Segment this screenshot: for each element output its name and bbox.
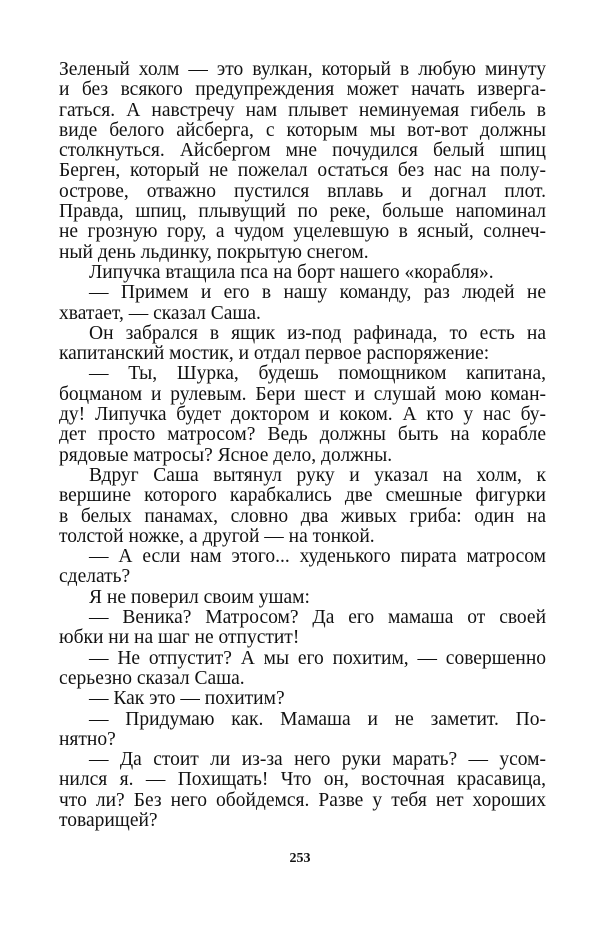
text-line: ду! Липучка будет доктором и коком. А кто у нас бу- [59,404,546,426]
text-line: серьезно сказал Саша. [59,667,245,689]
text-line: сделать? [59,566,131,588]
text-line: ный день льдинку, покрытую снегом. [59,241,369,263]
text-line: Он забрался в ящик из-под рафинада, то есть на [89,322,546,344]
text-line: гаться. А навстречу нам плывет неминуемая гибель в [59,99,546,121]
text-line: нился я. — Похищать! Что он, восточная красавица, [59,769,546,791]
text-line: — Как это — похитим? [89,688,285,710]
text-line: толстой ножке, а другой — на тонкой. [59,525,375,547]
text-line: — А если нам этого... худенького пирата матросом [89,546,546,568]
text-line: дет просто матросом? Ведь должны быть на корабле [59,424,546,446]
text-line: в белых панамах, словно два живых гриба: один на [59,505,546,527]
text-line: боцманом и рулевым. Бери шест и слушай мою коман- [59,383,546,405]
text-line: Берген, который не пожелал остаться без нас на полу- [59,160,546,182]
text-line: острове, отважно пустился вплавь и догнал плот. [59,180,546,202]
page-number: 253 [289,851,311,866]
text-line: юбки ни на шаг не отпустит! [59,627,300,649]
text-line: не грозную гору, а чудом уцелевшую в ясный, солнеч- [59,221,546,243]
page-text [59,60,546,831]
text-line: и без всякого предупреждения может начать изверга- [59,79,546,101]
text-line: товарищей? [59,809,158,831]
text-line: что ли? Без него обойдемся. Разве у тебя нет хороших [59,789,546,811]
text-line: вершине которого карабкались две смешные фигурки [59,485,546,507]
text-line: — Да стоит ли из-за него руки марать? — усом- [89,749,546,771]
text-line: — Веника? Матросом? Да его мамаша от своей [89,607,546,629]
text-line: нятно? [59,728,116,750]
text-line: рядовые матросы? Ясное дело, должны. [59,444,393,466]
text-line: виде белого айсберга, с которым мы вот-вот должны [59,119,546,141]
text-line: столкнуться. Айсбергом мне почудился белый шпиц [59,140,546,162]
text-line: капитанский мостик, и отдал первое распоряжение: [59,343,490,365]
text-line: хватает, — сказал Саша. [59,302,261,324]
text-line: — Не отпустит? А мы его похитим, — совершенно [89,647,546,669]
text-line: — Примем и его в нашу команду, раз людей не [89,282,546,304]
text-line: — Придумаю как. Мамаша и не заметит. По- [89,708,546,730]
text-line: Вдруг Саша вытянул руку и указал на холм, к [89,464,546,486]
text-line: — Ты, Шурка, будешь помощником капитана, [89,363,546,385]
text-line: Я не поверил своим ушам: [89,586,310,608]
text-line: Правда, шпиц, плывущий по реке, больше напоминал [59,201,546,223]
text-line: Зеленый холм — это вулкан, который в любую минуту [59,59,546,80]
text-line: Липучка втащила пса на борт нашего «корабля». [89,261,494,283]
